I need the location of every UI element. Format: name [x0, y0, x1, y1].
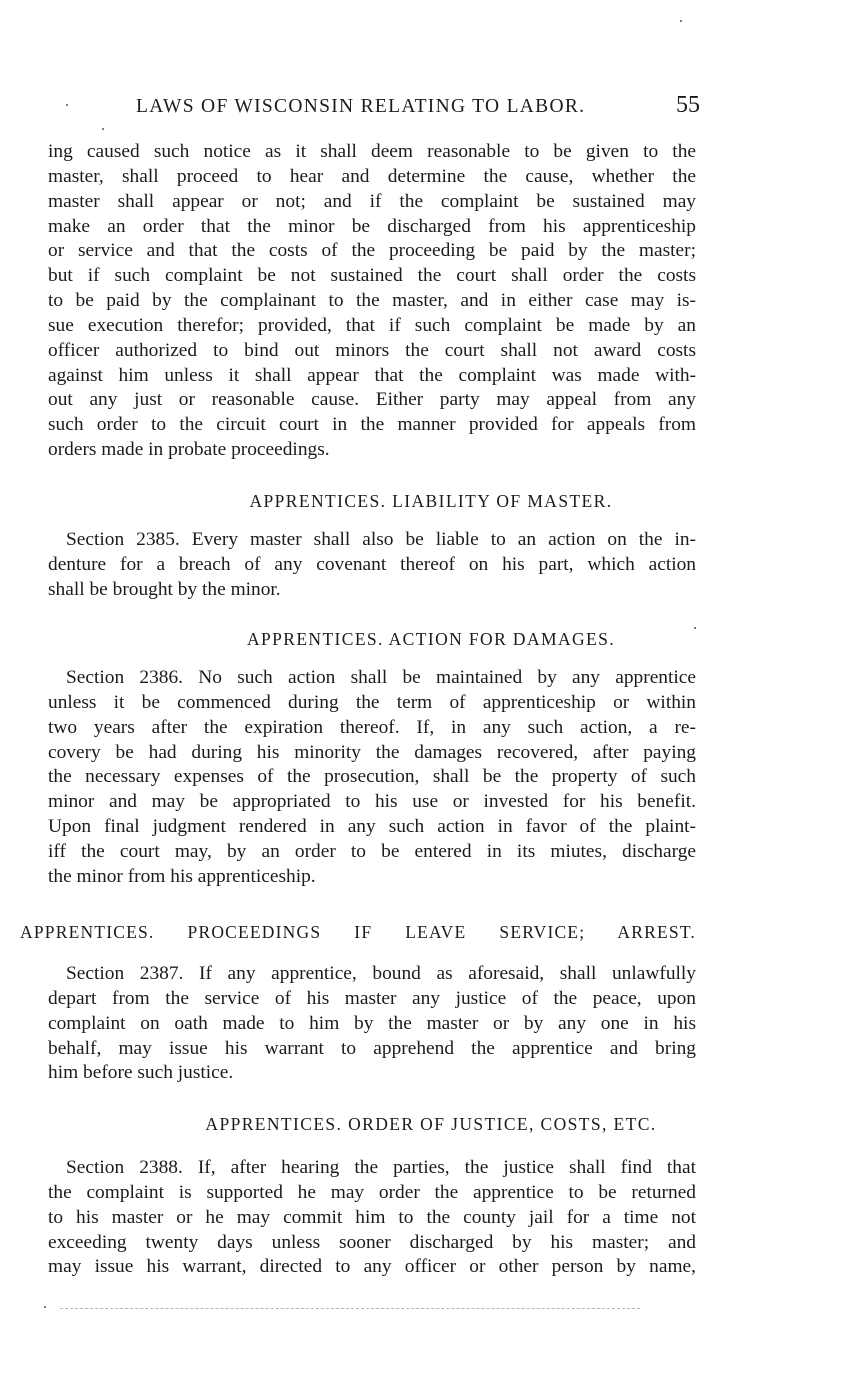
- paragraph-line: depart from the service of his master any justice of the peace, upon: [48, 987, 696, 1009]
- paragraph-line: the complaint is supported he may order the apprentice to be returned: [48, 1181, 696, 1203]
- scan-speck: [680, 20, 682, 22]
- paragraph-line: denture for a breach of any covenant thereof on his part, which action: [48, 553, 696, 575]
- paragraph-line-text: Section 2386. No such action shall be maintained by any apprentice: [66, 667, 696, 688]
- paragraph-line: to his master or he may commit him to the county jail for a time not: [48, 1206, 696, 1228]
- section-2385-paragraph: [48, 528, 696, 603]
- section-heading-liability-of-master: APPRENTICES. LIABILITY OF MASTER.: [249, 491, 613, 511]
- paragraph-line: master shall appear or not; and if the complaint be sustained may: [48, 190, 696, 212]
- section-heading-proceedings-if-leave-service: APPRENTICES. PROCEEDINGS IF LEAVE SERVICE; ARREST.: [20, 922, 696, 942]
- paragraph-line-last: shall be brought by the minor.: [48, 578, 281, 600]
- paragraph-line-text: Section 2385. Every master shall also be liable to an action on the in-: [66, 529, 696, 550]
- paragraph-line: [48, 528, 696, 553]
- section-2387-paragraph: [48, 962, 696, 1086]
- scan-speck: [102, 128, 104, 130]
- paragraph-line-last: the minor from his apprenticeship.: [48, 865, 316, 887]
- paragraph-line: [48, 962, 696, 987]
- section-heading-order-of-justice: APPRENTICES. ORDER OF JUSTICE, COSTS, ETC.: [205, 1114, 657, 1134]
- running-title: LAWS OF WISCONSIN RELATING TO LABOR.: [136, 96, 586, 117]
- paragraph-line: exceeding twenty days unless sooner discharged by his master; and: [48, 1231, 696, 1253]
- paragraph-line: or service and that the costs of the proceeding be paid by the master;: [48, 240, 696, 262]
- paragraph-line: out any just or reasonable cause. Either party may appeal from any: [48, 389, 696, 411]
- scan-edge-rule: [60, 1308, 640, 1309]
- paragraph-line: [48, 666, 696, 691]
- paragraph-line: but if such complaint be not sustained the court shall order the costs: [48, 265, 696, 287]
- paragraph-line: covery be had during his minority the damages recovered, after paying: [48, 741, 696, 763]
- paragraph-line: to be paid by the complainant to the master, and in either case may is-: [48, 290, 696, 312]
- paragraph-line-text: Section 2388. If, after hearing the parties, the justice shall find that: [66, 1157, 696, 1178]
- paragraph-line: master, shall proceed to hear and determine the cause, whether the: [48, 165, 696, 187]
- scan-speck: [44, 1306, 46, 1308]
- scan-speck: [66, 104, 68, 106]
- paragraph-line: against him unless it shall appear that the complaint was made with-: [48, 364, 696, 386]
- paragraph-line: the necessary expenses of the prosecution, shall be the property of such: [48, 766, 696, 788]
- continuation-paragraph: [48, 140, 696, 463]
- paragraph-line: make an order that the minor be discharged from his apprenticeship: [48, 215, 696, 237]
- paragraph-line: officer authorized to bind out minors the court shall not award costs: [48, 339, 696, 361]
- paragraph-line: Upon final judgment rendered in any such action in favor of the plaint-: [48, 816, 696, 838]
- paragraph-line-last: him before such justice.: [48, 1062, 234, 1084]
- paragraph-line: minor and may be appropriated to his use or invested for his benefit.: [48, 791, 696, 813]
- paragraph-line: may issue his warrant, directed to any officer or other person by name,: [48, 1256, 696, 1278]
- paragraph-line: [48, 1156, 696, 1181]
- section-2388-paragraph: [48, 1156, 696, 1280]
- paragraph-line-text: Section 2387. If any apprentice, bound as aforesaid, shall unlawfully: [66, 963, 696, 984]
- running-head: [136, 92, 700, 122]
- paragraph-line-last: orders made in probate proceedings.: [48, 439, 330, 461]
- scan-speck: [694, 627, 696, 629]
- paragraph-line: iff the court may, by an order to be entered in its miutes, discharge: [48, 840, 696, 862]
- paragraph-line: sue execution therefor; provided, that if such complaint be made by an: [48, 314, 696, 336]
- section-heading-action-for-damages: APPRENTICES. ACTION FOR DAMAGES.: [246, 629, 616, 649]
- paragraph-line: such order to the circuit court in the manner provided for appeals from: [48, 414, 696, 436]
- paragraph-line: two years after the expiration thereof. If, in any such action, a re-: [48, 716, 696, 738]
- page-number: 55: [676, 92, 700, 118]
- section-2386-paragraph: [48, 666, 696, 890]
- paragraph-line: complaint on oath made to him by the master or by any one in his: [48, 1012, 696, 1034]
- paragraph-line: ing caused such notice as it shall deem reasonable to be given to the: [48, 141, 696, 162]
- paragraph-line: behalf, may issue his warrant to apprehend the apprentice and bring: [48, 1037, 696, 1059]
- paragraph-line: unless it be commenced during the term of apprenticeship or within: [48, 691, 696, 713]
